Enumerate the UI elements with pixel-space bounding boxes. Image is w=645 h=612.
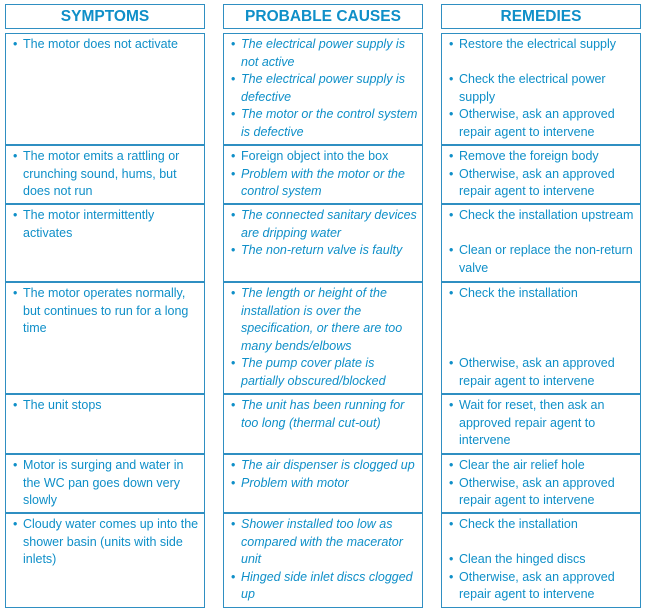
list-item: • The motor does not activate	[13, 36, 200, 54]
list-item: • Check the installation	[449, 516, 636, 534]
list-item: • Clean the hinged discs	[449, 551, 636, 569]
list-item: • Hinged side inlet discs clogged up	[231, 569, 418, 604]
symptoms-header: SYMPTOMS	[5, 4, 205, 29]
symptom-cell	[5, 33, 205, 145]
remedy-cell	[441, 282, 641, 394]
list-item: • Shower installed too low as compared with the macerator unit	[231, 516, 418, 569]
list-item: • Otherwise, ask an approved repair agent to intervene	[449, 569, 636, 604]
list-item: • The unit stops	[13, 397, 200, 415]
list-item: • Cloudy water comes up into the shower basin (units with side inlets)	[13, 516, 200, 569]
cause-cell	[223, 394, 423, 454]
symptom-cell	[5, 204, 205, 282]
list-item: • Check the installation upstream	[449, 207, 636, 225]
list-item: • The unit has been running for too long (thermal cut-out)	[231, 397, 418, 432]
remedies-header: REMEDIES	[441, 4, 641, 29]
symptom-cell	[5, 394, 205, 454]
list-item: • Otherwise, ask an approved repair agent to intervene	[449, 475, 636, 510]
cause-cell	[223, 204, 423, 282]
causes-column	[223, 4, 423, 29]
list-item: • Wait for reset, then ask an approved repair agent to intervene	[449, 397, 636, 450]
list-item: • The pump cover plate is partially obscured/blocked	[231, 355, 418, 390]
list-item: • Clean or replace the non-return valve	[449, 242, 636, 277]
remedy-cell	[441, 145, 641, 204]
list-item: • Check the electrical power supply	[449, 71, 636, 106]
remedy-cell	[441, 204, 641, 282]
list-item: • Restore the electrical supply	[449, 36, 636, 54]
symptom-cell	[5, 282, 205, 394]
list-item: • Otherwise, ask an approved repair agent to intervene	[449, 166, 636, 201]
list-item: • Motor is surging and water in the WC pan goes down very slowly	[13, 457, 200, 510]
list-item: • Otherwise, ask an approved repair agent to intervene	[449, 355, 636, 390]
symptom-cell	[5, 454, 205, 513]
list-item: • Remove the foreign body	[449, 148, 636, 166]
symptom-cell	[5, 145, 205, 204]
causes-header: PROBABLE CAUSES	[223, 4, 423, 29]
symptom-cell	[5, 513, 205, 608]
cause-cell	[223, 145, 423, 204]
cause-cell	[223, 282, 423, 394]
remedy-cell	[441, 394, 641, 454]
list-item: • The non-return valve is faulty	[231, 242, 418, 260]
remedy-cell	[441, 513, 641, 608]
list-item: • Otherwise, ask an approved repair agent to intervene	[449, 106, 636, 141]
list-item: • Clear the air relief hole	[449, 457, 636, 475]
list-item: • The electrical power supply is not active	[231, 36, 418, 71]
list-item: • The connected sanitary devices are dripping water	[231, 207, 418, 242]
symptoms-column	[5, 4, 205, 29]
cause-cell	[223, 454, 423, 513]
cause-cell	[223, 513, 423, 608]
list-item: • Foreign object into the box	[231, 148, 418, 166]
remedy-cell	[441, 33, 641, 145]
list-item: • The air dispenser is clogged up	[231, 457, 418, 475]
list-item: • The motor or the control system is defective	[231, 106, 418, 141]
cause-cell	[223, 33, 423, 145]
list-item: • The electrical power supply is defective	[231, 71, 418, 106]
list-item: • Problem with the motor or the control system	[231, 166, 418, 201]
remedies-column	[441, 4, 641, 29]
list-item: • Check the installation	[449, 285, 636, 303]
list-item: • The length or height of the installation is over the specification, or there are too many bends/elbows	[231, 285, 418, 355]
list-item: • The motor emits a rattling or crunching sound, hums, but does not run	[13, 148, 200, 201]
list-item: • Problem with motor	[231, 475, 418, 493]
list-item: • The motor operates normally, but continues to run for a long time	[13, 285, 200, 338]
list-item: • The motor intermittently activates	[13, 207, 200, 242]
remedy-cell	[441, 454, 641, 513]
